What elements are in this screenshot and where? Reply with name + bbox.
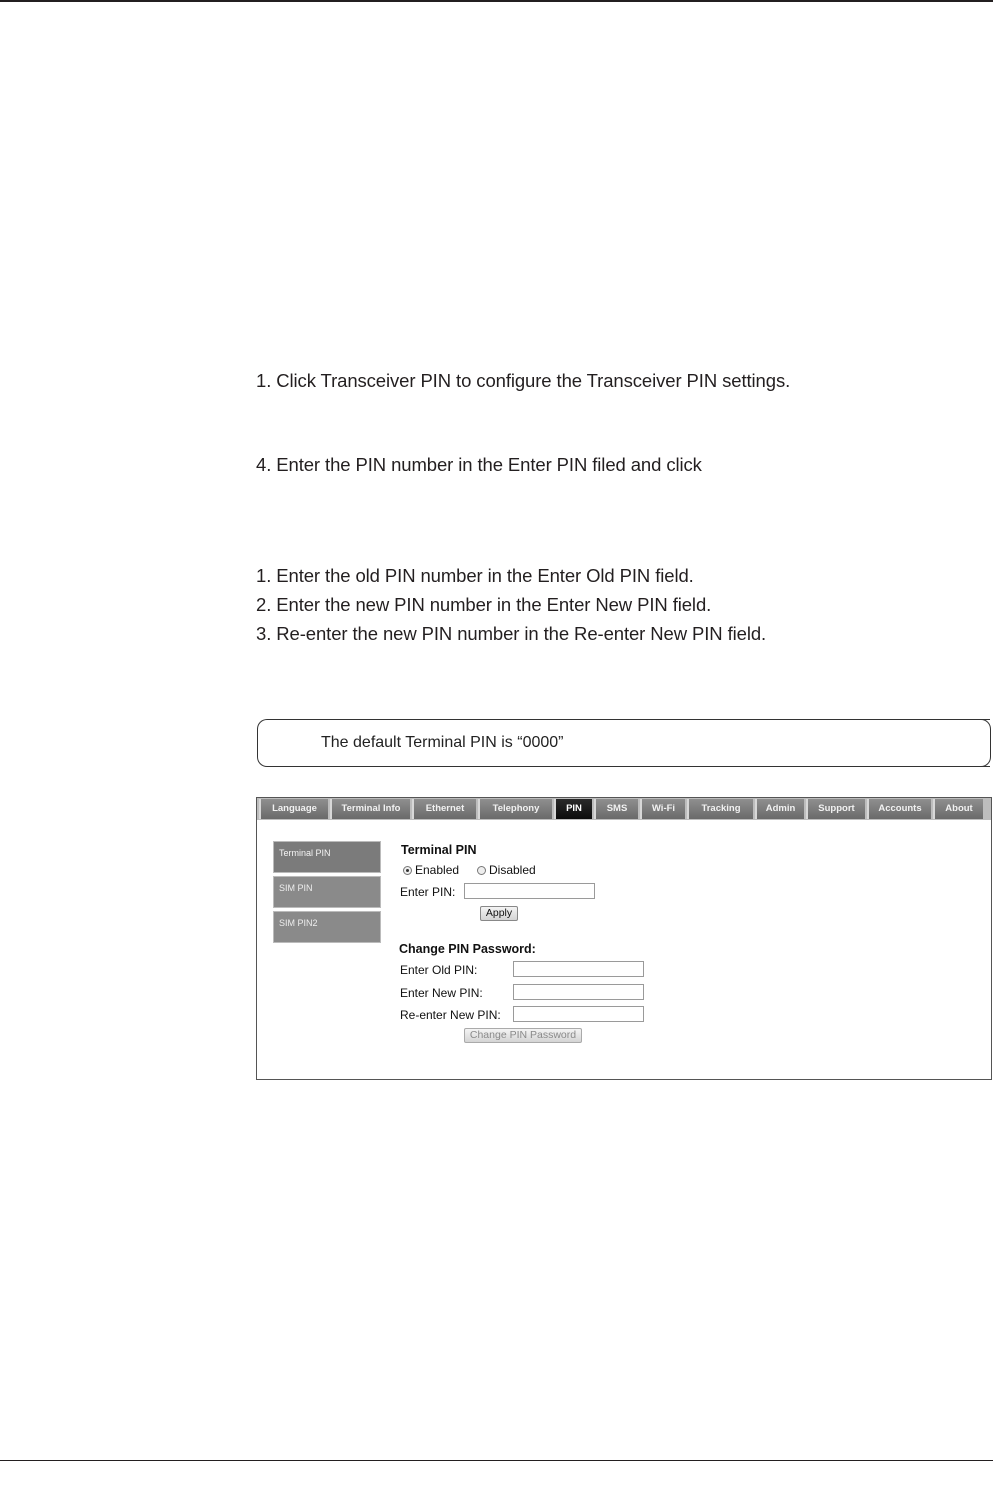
tab-wifi[interactable]: Wi-Fi (640, 799, 685, 819)
new-pin-input[interactable] (513, 984, 644, 1000)
tab-language[interactable]: Language (259, 799, 328, 819)
change-pin-heading: Change PIN Password: (399, 942, 536, 956)
tab-terminal-info[interactable]: Terminal Info (330, 799, 410, 819)
tab-pin[interactable]: PIN (554, 799, 592, 819)
old-pin-input[interactable] (513, 961, 644, 977)
tab-tracking[interactable]: Tracking (687, 799, 753, 819)
disabled-radio[interactable] (477, 866, 486, 875)
note-text: The default Terminal PIN is “0000” (321, 734, 564, 751)
sidebar-item-sim-pin[interactable]: SIM PIN (273, 876, 381, 908)
enter-pin-input[interactable] (464, 883, 595, 899)
disabled-label: Disabled (489, 863, 536, 877)
tab-telephony[interactable]: Telephony (478, 799, 552, 819)
terminal-pin-heading: Terminal PIN (401, 843, 477, 857)
pin-settings-screenshot (256, 797, 992, 1080)
step-reenter-new-pin: 3. Re-enter the new PIN number in the Re-enter New PIN field. (256, 623, 767, 644)
step-click-transceiver-pin: 1. Click Transceiver PIN to configure the Transceiver PIN settings. (256, 370, 791, 391)
tab-accounts[interactable]: Accounts (867, 799, 931, 819)
apply-button[interactable]: Apply (480, 906, 518, 921)
disabled-option[interactable] (477, 863, 536, 877)
step-enter-new-pin: 2. Enter the new PIN number in the Enter New PIN field. (256, 594, 712, 615)
reenter-pin-input[interactable] (513, 1006, 644, 1022)
sidebar-item-sim-pin2[interactable]: SIM PIN2 (273, 911, 381, 943)
enabled-radio[interactable] (403, 866, 412, 875)
tab-sms[interactable]: SMS (594, 799, 638, 819)
enter-pin-label: Enter PIN: (400, 885, 456, 899)
change-pin-password-button[interactable]: Change PIN Password (464, 1028, 582, 1043)
note-box (257, 719, 990, 767)
tab-admin[interactable]: Admin (755, 799, 804, 819)
enabled-option[interactable] (403, 863, 459, 877)
tab-about[interactable]: About (933, 799, 983, 819)
enabled-label: Enabled (415, 863, 460, 877)
new-pin-label: Enter New PIN: (400, 986, 483, 1000)
step-enter-old-pin: 1. Enter the old PIN number in the Enter Old PIN field. (256, 565, 694, 586)
sidebar-item-terminal-pin[interactable]: Terminal PIN (273, 841, 381, 873)
old-pin-label: Enter Old PIN: (400, 963, 478, 977)
reenter-pin-label: Re-enter New PIN: (400, 1008, 501, 1022)
pin-sidebar (273, 841, 381, 946)
tab-ethernet[interactable]: Ethernet (412, 799, 476, 819)
top-rule (0, 0, 993, 2)
step-enter-pin: 4. Enter the PIN number in the Enter PIN filed and click (256, 454, 702, 475)
tab-bar (257, 798, 992, 820)
tab-support[interactable]: Support (806, 799, 865, 819)
bottom-rule (0, 1460, 993, 1461)
